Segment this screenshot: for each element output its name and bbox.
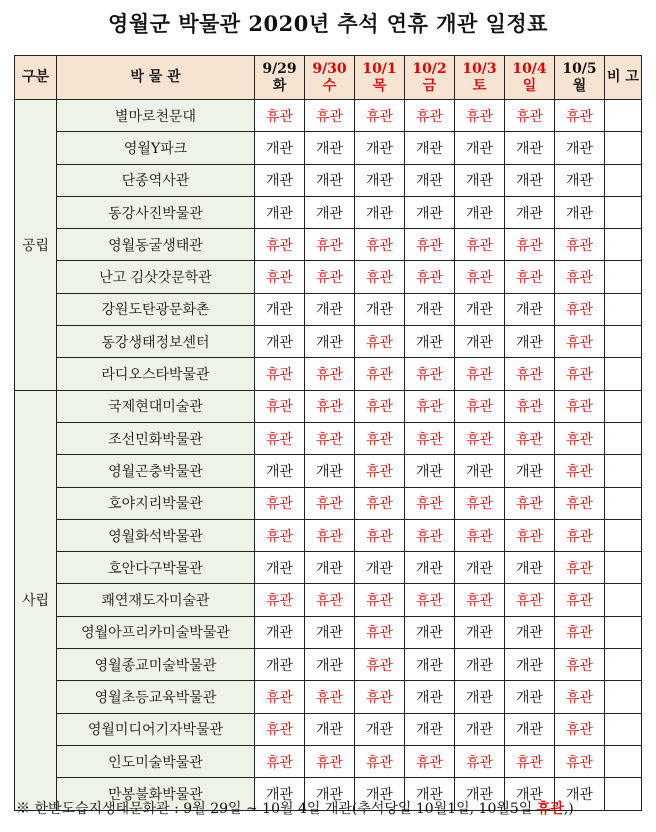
status-open: 개관 (355, 713, 405, 745)
status-open: 개관 (455, 616, 505, 648)
status-closed: 휴관 (255, 422, 305, 454)
header-date: 9/29 (262, 60, 297, 77)
table-row (15, 164, 642, 196)
header-category: 구분 (15, 56, 57, 100)
status-closed: 휴관 (555, 293, 605, 325)
header-date: 10/4 (512, 60, 547, 77)
status-closed: 휴관 (405, 390, 455, 422)
museum-name: 영월미디어기자박물관 (57, 713, 255, 745)
remarks-cell (605, 616, 642, 648)
museum-name: 조선민화박물관 (57, 422, 255, 454)
status-closed: 휴관 (305, 229, 355, 261)
museum-name: 동강생태정보센터 (57, 326, 255, 358)
status-closed: 휴관 (355, 422, 405, 454)
status-closed: 휴관 (405, 584, 455, 616)
remarks-cell (605, 713, 642, 745)
status-closed: 휴관 (405, 745, 455, 777)
status-open: 개관 (305, 164, 355, 196)
status-open: 개관 (355, 778, 405, 810)
status-open: 개관 (555, 132, 605, 164)
status-open: 개관 (355, 196, 405, 228)
status-open: 개관 (505, 616, 555, 648)
status-closed: 휴관 (555, 681, 605, 713)
status-open: 개관 (455, 293, 505, 325)
status-open: 개관 (405, 326, 455, 358)
schedule-table (14, 55, 642, 811)
remarks-cell (605, 293, 642, 325)
museum-name: 단종역사관 (57, 164, 255, 196)
status-closed: 휴관 (255, 487, 305, 519)
status-closed: 휴관 (355, 100, 405, 132)
status-open: 개관 (305, 552, 355, 584)
status-open: 개관 (405, 164, 455, 196)
header-day (355, 56, 405, 100)
status-open: 개관 (255, 616, 305, 648)
status-closed: 휴관 (555, 649, 605, 681)
table-row (15, 713, 642, 745)
status-closed: 휴관 (305, 100, 355, 132)
table-row (15, 358, 642, 390)
header-weekday: 목 (372, 77, 387, 94)
status-closed: 휴관 (405, 487, 455, 519)
table-row (15, 326, 642, 358)
status-open: 개관 (405, 132, 455, 164)
remarks-cell (605, 261, 642, 293)
status-closed: 휴관 (555, 100, 605, 132)
status-closed: 휴관 (405, 358, 455, 390)
header-row (15, 56, 642, 100)
page-title: 영월군 박물관 2020년 추석 연휴 개관 일정표 (108, 11, 548, 36)
remarks-cell (605, 422, 642, 454)
footnote-text: ※ 한반도습지생태문화관 : 9월 29일 ~ 10월 4일 개관(추석당일 10월1일, 10월5일 (16, 801, 537, 817)
status-closed: 휴관 (355, 584, 405, 616)
table-row (15, 390, 642, 422)
status-closed: 휴관 (405, 422, 455, 454)
status-closed: 휴관 (555, 229, 605, 261)
status-open: 개관 (355, 164, 405, 196)
status-closed: 휴관 (255, 229, 305, 261)
status-open: 개관 (555, 196, 605, 228)
status-closed: 휴관 (355, 681, 405, 713)
status-open: 개관 (455, 681, 505, 713)
status-closed: 휴관 (355, 358, 405, 390)
header-weekday: 금 (422, 77, 437, 94)
status-open: 개관 (505, 293, 555, 325)
status-closed: 휴관 (555, 519, 605, 551)
header-day (305, 56, 355, 100)
status-open: 개관 (405, 778, 455, 810)
status-closed: 휴관 (455, 422, 505, 454)
status-open: 개관 (455, 196, 505, 228)
footnote-suffix: ,) (563, 801, 574, 817)
status-closed: 휴관 (455, 745, 505, 777)
remarks-cell (605, 519, 642, 551)
header-weekday: 토 (472, 77, 487, 94)
header-day (405, 56, 455, 100)
header-day (255, 56, 305, 100)
header-day (555, 56, 605, 100)
status-open: 개관 (355, 293, 405, 325)
status-closed: 휴관 (305, 681, 355, 713)
header-date: 10/5 (562, 60, 597, 77)
footnote (16, 798, 574, 818)
status-open: 개관 (255, 196, 305, 228)
status-closed: 휴관 (505, 422, 555, 454)
status-open: 개관 (355, 552, 405, 584)
status-closed: 휴관 (305, 261, 355, 293)
status-closed: 휴관 (355, 616, 405, 648)
museum-name: 영월곤충박물관 (57, 455, 255, 487)
status-open: 개관 (505, 713, 555, 745)
remarks-cell (605, 326, 642, 358)
museum-name: 국제현대미술관 (57, 390, 255, 422)
status-open: 개관 (455, 552, 505, 584)
status-open: 개관 (455, 455, 505, 487)
status-open: 개관 (505, 455, 555, 487)
status-open: 개관 (305, 196, 355, 228)
status-open: 개관 (305, 455, 355, 487)
status-closed: 휴관 (455, 358, 505, 390)
status-closed: 휴관 (555, 358, 605, 390)
status-closed: 휴관 (405, 229, 455, 261)
header-date: 10/2 (412, 60, 447, 77)
museum-name: 영월종교미술박물관 (57, 649, 255, 681)
header-weekday: 화 (272, 77, 287, 94)
status-closed: 휴관 (405, 261, 455, 293)
status-open: 개관 (305, 326, 355, 358)
status-open: 개관 (255, 326, 305, 358)
status-closed: 휴관 (305, 519, 355, 551)
status-closed: 휴관 (555, 713, 605, 745)
status-closed: 휴관 (305, 487, 355, 519)
museum-name: 영월초등교육박물관 (57, 681, 255, 713)
status-open: 개관 (455, 649, 505, 681)
status-open: 개관 (255, 778, 305, 810)
status-open: 개관 (405, 649, 455, 681)
museum-name: 영월화석박물관 (57, 519, 255, 551)
status-closed: 휴관 (455, 261, 505, 293)
status-closed: 휴관 (505, 584, 555, 616)
status-closed: 휴관 (505, 745, 555, 777)
status-closed: 휴관 (305, 358, 355, 390)
status-open: 개관 (255, 455, 305, 487)
status-open: 개관 (505, 326, 555, 358)
museum-name: 만봉불화박물관 (57, 778, 255, 810)
status-closed: 휴관 (555, 552, 605, 584)
status-closed: 휴관 (255, 713, 305, 745)
remarks-cell (605, 164, 642, 196)
table-row (15, 584, 642, 616)
header-weekday: 수 (322, 77, 337, 94)
status-closed: 휴관 (555, 422, 605, 454)
status-open: 개관 (255, 293, 305, 325)
museum-name: 난고 김삿갓문학관 (57, 261, 255, 293)
status-open: 개관 (505, 196, 555, 228)
status-closed: 휴관 (255, 358, 305, 390)
status-open: 개관 (405, 455, 455, 487)
status-closed: 휴관 (555, 584, 605, 616)
status-open: 개관 (305, 649, 355, 681)
remarks-cell (605, 455, 642, 487)
table-row (15, 649, 642, 681)
status-open: 개관 (355, 132, 405, 164)
status-open: 개관 (405, 196, 455, 228)
status-open: 개관 (305, 293, 355, 325)
header-weekday: 일 (522, 77, 537, 94)
remarks-cell (605, 681, 642, 713)
status-closed: 휴관 (455, 100, 505, 132)
header-day (455, 56, 505, 100)
status-open: 개관 (305, 713, 355, 745)
status-open: 개관 (455, 326, 505, 358)
status-closed: 휴관 (505, 229, 555, 261)
status-open: 개관 (555, 778, 605, 810)
remarks-cell (605, 100, 642, 132)
status-closed: 휴관 (255, 745, 305, 777)
remarks-cell (605, 390, 642, 422)
status-closed: 휴관 (455, 519, 505, 551)
status-open: 개관 (455, 778, 505, 810)
status-open: 개관 (255, 552, 305, 584)
remarks-cell (605, 229, 642, 261)
remarks-cell (605, 552, 642, 584)
header-day (505, 56, 555, 100)
status-closed: 휴관 (505, 390, 555, 422)
status-closed: 휴관 (405, 519, 455, 551)
header-museum: 박 물 관 (57, 56, 255, 100)
status-open: 개관 (455, 132, 505, 164)
table-row (15, 487, 642, 519)
status-open: 개관 (505, 164, 555, 196)
status-open: 개관 (505, 649, 555, 681)
museum-name: 쾌연재도자미술관 (57, 584, 255, 616)
museum-name: 인도미술박물관 (57, 745, 255, 777)
status-open: 개관 (505, 681, 555, 713)
table-row (15, 132, 642, 164)
museum-name: 라디오스타박물관 (57, 358, 255, 390)
status-closed: 휴관 (555, 326, 605, 358)
status-closed: 휴관 (355, 326, 405, 358)
status-open: 개관 (405, 293, 455, 325)
table-row (15, 519, 642, 551)
status-closed: 휴관 (555, 745, 605, 777)
category-cell: 공립 (15, 100, 57, 391)
table-row (15, 616, 642, 648)
status-open: 개관 (455, 713, 505, 745)
museum-name: 동강사진박물관 (57, 196, 255, 228)
museum-name: 영월아프리카미술박물관 (57, 616, 255, 648)
status-open: 개관 (505, 132, 555, 164)
status-closed: 휴관 (555, 616, 605, 648)
status-closed: 휴관 (555, 390, 605, 422)
status-open: 개관 (555, 164, 605, 196)
status-open: 개관 (255, 132, 305, 164)
header-weekday: 월 (572, 77, 587, 94)
status-closed: 휴관 (255, 100, 305, 132)
status-closed: 휴관 (355, 455, 405, 487)
remarks-cell (605, 584, 642, 616)
table-row (15, 196, 642, 228)
status-closed: 휴관 (455, 584, 505, 616)
status-closed: 휴관 (505, 519, 555, 551)
status-closed: 휴관 (305, 584, 355, 616)
status-open: 개관 (405, 552, 455, 584)
status-open: 개관 (405, 681, 455, 713)
status-open: 개관 (305, 616, 355, 648)
status-closed: 휴관 (505, 358, 555, 390)
status-closed: 휴관 (255, 681, 305, 713)
table-row (15, 229, 642, 261)
status-open: 개관 (255, 164, 305, 196)
museum-name: 호야지리박물관 (57, 487, 255, 519)
status-closed: 휴관 (405, 100, 455, 132)
status-closed: 휴관 (555, 487, 605, 519)
footnote-closed: 휴관 (536, 801, 564, 817)
status-closed: 휴관 (305, 422, 355, 454)
table-row (15, 455, 642, 487)
header-remarks: 비 고 (605, 56, 642, 100)
header-date: 9/30 (312, 60, 347, 77)
status-closed: 휴관 (555, 261, 605, 293)
museum-name: 별마로천문대 (57, 100, 255, 132)
status-closed: 휴관 (355, 745, 405, 777)
table-row (15, 552, 642, 584)
status-closed: 휴관 (355, 487, 405, 519)
status-closed: 휴관 (255, 519, 305, 551)
header-date: 10/3 (462, 60, 497, 77)
category-cell: 사립 (15, 390, 57, 810)
table-row (15, 681, 642, 713)
status-closed: 휴관 (505, 100, 555, 132)
remarks-cell (605, 649, 642, 681)
status-open: 개관 (405, 616, 455, 648)
status-closed: 휴관 (455, 229, 505, 261)
remarks-cell (605, 778, 642, 810)
status-open: 개관 (405, 713, 455, 745)
status-closed: 휴관 (555, 455, 605, 487)
status-closed: 휴관 (455, 390, 505, 422)
museum-name: 호안다구박물관 (57, 552, 255, 584)
table-row (15, 422, 642, 454)
table-row (15, 100, 642, 132)
status-closed: 휴관 (455, 487, 505, 519)
status-closed: 휴관 (355, 649, 405, 681)
table-row (15, 745, 642, 777)
remarks-cell (605, 196, 642, 228)
remarks-cell (605, 745, 642, 777)
table-row (15, 261, 642, 293)
status-closed: 휴관 (505, 261, 555, 293)
table-row (15, 293, 642, 325)
museum-name: 영월Y파크 (57, 132, 255, 164)
remarks-cell (605, 132, 642, 164)
status-open: 개관 (305, 132, 355, 164)
status-closed: 휴관 (355, 229, 405, 261)
remarks-cell (605, 487, 642, 519)
status-closed: 휴관 (255, 584, 305, 616)
status-open: 개관 (305, 778, 355, 810)
status-open: 개관 (255, 649, 305, 681)
museum-name: 강원도탄광문화촌 (57, 293, 255, 325)
status-open: 개관 (505, 552, 555, 584)
status-closed: 휴관 (355, 519, 405, 551)
status-closed: 휴관 (255, 390, 305, 422)
status-closed: 휴관 (305, 745, 355, 777)
header-date: 10/1 (362, 60, 397, 77)
status-closed: 휴관 (305, 390, 355, 422)
status-closed: 휴관 (255, 261, 305, 293)
status-closed: 휴관 (355, 261, 405, 293)
status-closed: 휴관 (355, 390, 405, 422)
status-closed: 휴관 (505, 487, 555, 519)
remarks-cell (605, 358, 642, 390)
status-open: 개관 (505, 778, 555, 810)
museum-name: 영월동굴생태관 (57, 229, 255, 261)
status-open: 개관 (455, 164, 505, 196)
